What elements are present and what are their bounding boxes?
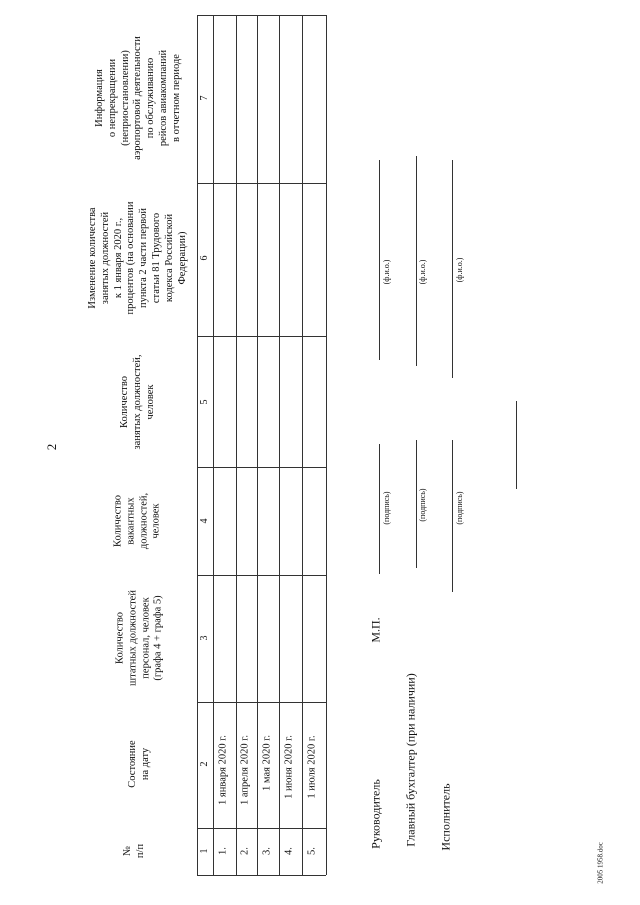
column-number: 4: [198, 518, 210, 524]
executor-label: Исполнитель: [438, 783, 453, 851]
column-number: 1: [198, 848, 210, 854]
column-number: 5: [198, 399, 210, 405]
name-caption: (ф.и.о.): [382, 259, 392, 285]
table-row-date: 1 мая 2020 г.: [261, 735, 273, 791]
signature-caption: (подпись): [455, 491, 465, 525]
table-row-num: 1.: [217, 847, 229, 855]
header-occupied: Количество занятых должностей, человек: [118, 354, 156, 450]
page-number: 2: [44, 443, 60, 451]
table-row-date: 1 июля 2020 г.: [306, 735, 318, 799]
header-change: Изменение количества занятых должностей к 1 января 2020 г., процентов (на основании пункта 2 части первой статьи 81 Трудового кодекса Российской Федерации): [86, 201, 188, 315]
executor-signature-line: [452, 440, 453, 592]
header-info: Информация о непрекращении (неприостановлении) аэропортовой деятельности по обслуживанию рейсов авиакомпаний в отчетном периоде: [94, 36, 182, 160]
signature-caption: (подпись): [418, 488, 428, 522]
table-row-num: 5.: [306, 847, 318, 855]
executor-name-line: [452, 160, 453, 378]
chief-accountant-signature-line: [416, 440, 417, 568]
head-label: Руководитель: [368, 779, 383, 849]
table-row-date: 1 апреля 2020 г.: [239, 735, 251, 805]
column-number: 2: [198, 761, 210, 767]
column-number: 6: [198, 255, 210, 261]
header-staff: Количество штатных должностей персонал, человек (графа 4 + графа 5): [114, 590, 164, 686]
column-number: 3: [198, 635, 210, 641]
head-signature-line: [379, 444, 380, 574]
header-date: Состояние на дату: [127, 740, 151, 788]
footer-code: 2005 1958.doc: [596, 842, 605, 884]
name-caption: (ф.и.о.): [418, 259, 428, 285]
chief-accountant-name-line: [416, 156, 417, 366]
table-row-num: 2.: [239, 847, 251, 855]
header-num: № п/п: [122, 843, 146, 859]
table-row-num: 4.: [283, 847, 295, 855]
chief-accountant-label: Главный бухгалтер (при наличии): [403, 673, 418, 847]
signature-caption: (подпись): [382, 491, 392, 525]
closing-line: [516, 401, 517, 489]
column-number: 7: [198, 95, 210, 101]
table-row-date: 1 января 2020 г.: [217, 735, 229, 805]
head-name-line: [379, 160, 380, 360]
name-caption: (ф.и.о.): [455, 257, 465, 283]
table-row-num: 3.: [261, 847, 273, 855]
table-row-date: 1 июня 2020 г.: [283, 735, 295, 799]
stamp-place-label: М.П.: [368, 617, 383, 643]
header-vacant: Количество вакантных должностей, человек: [112, 492, 162, 550]
